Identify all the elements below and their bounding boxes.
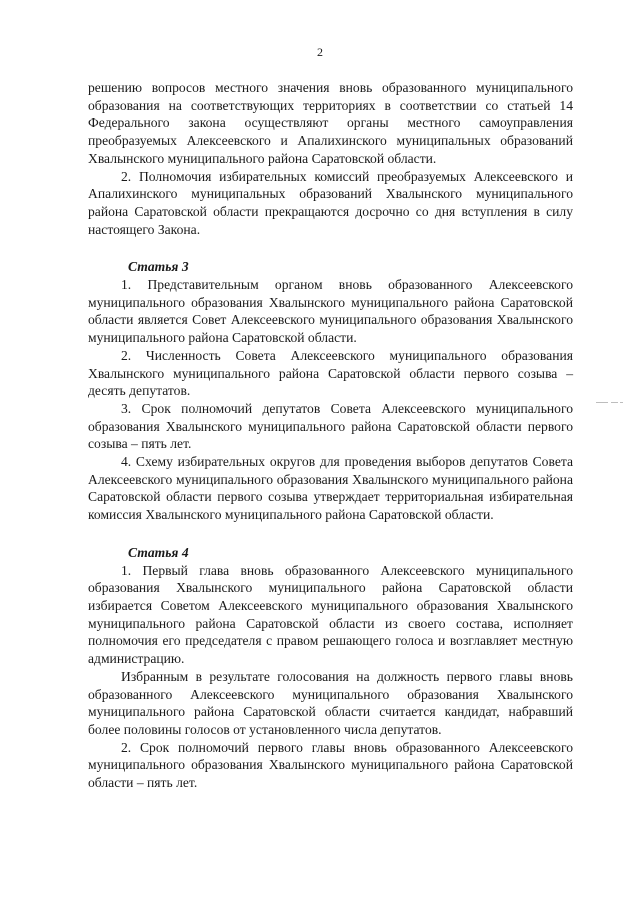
page-number: 2 — [317, 45, 323, 59]
paragraph-commissions: 2. Полномочия избирательных комиссий преобразуемых Алексеевского и Апалихинского муниципальных образований Хвалынского муниципального района Саратовской области прекращаются досрочно со дня вступления в силу настоящего Закона. — [88, 168, 573, 237]
article-3-item-4: 4. Схему избирательных округов для проведения выборов депутатов Совета Алексеевского муниципального образования Хвалынского муниципального района Саратовской области первого созыва утверждает территориальная избирательная комиссия Хвалынского муниципального района Саратовской области. — [88, 454, 573, 523]
scan-artifact-stroke — [611, 402, 618, 403]
article-4-item-2: 2. Срок полномочий первого главы вновь образованного Алексеевского муниципального образования Хвалынского муниципального района Саратовской области – пять лет. — [88, 739, 573, 791]
continuation-paragraph: решению вопросов местного значения вновь образованного муниципального образования на соответствующих территориях в соответствии со статьей 14 Федерального закона осуществляют органы местного самоуправления преобразуемых Алексеевского и Апалихинского муниципальных образований Хвалынского муниципального района Саратовской области. — [88, 80, 573, 166]
article-3-item-1: 1. Представительным органом вновь образованного Алексеевского муниципального образования Хвалынского муниципального района Саратовской области является Совет Алексеевского муниципального образования Хвалынского муниципального района Саратовской области. — [88, 277, 573, 346]
article-4-election-paragraph: Избранным в результате голосования на должность первого главы вновь образованного Алексеевского муниципального образования Хвалынского муниципального района Саратовской области считается кандидат, набравший более половины голосов от установленного числа депутатов. — [88, 668, 573, 737]
article-4-item-1: 1. Первый глава вновь образованного Алексеевского муниципального образования Хвалынского муниципального района Саратовской области избирается Советом Алексеевского муниципального образования Хвалынского муниципального района Саратовской области из своего состава, исполняет полномочия его председателя с правом решающего голоса и возглавляет местную администрацию. — [88, 562, 573, 667]
scan-artifact-stroke — [620, 402, 623, 403]
article-3-item-2: 2. Численность Совета Алексеевского муниципального образования Хвалынского муниципального района Саратовской области первого созыва – десять депутатов. — [88, 347, 573, 399]
article-3-heading: Статья 3 — [128, 259, 189, 275]
article-3-item-3: 3. Срок полномочий депутатов Совета Алексеевского муниципального образования Хвалынского муниципального района Саратовской области первого созыва – пять лет. — [88, 400, 573, 452]
article-4-heading: Статья 4 — [128, 544, 189, 560]
document-body — [88, 79, 573, 792]
scan-artifact — [596, 400, 624, 406]
scan-artifact-stroke — [596, 402, 608, 403]
